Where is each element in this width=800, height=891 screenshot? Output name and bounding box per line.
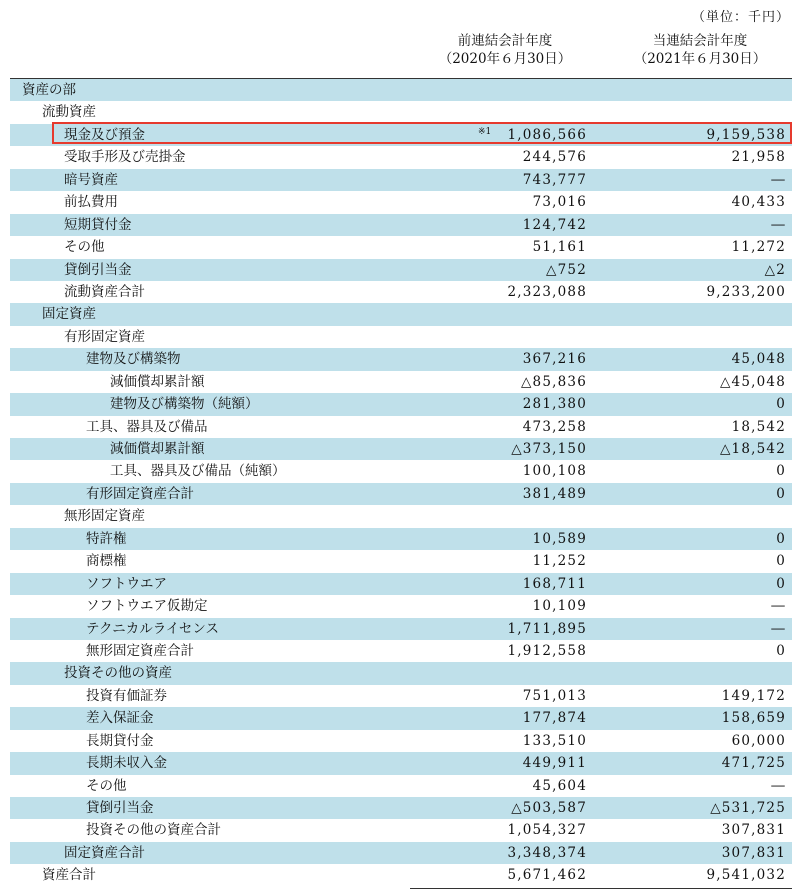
table-row — [10, 505, 792, 527]
balance-sheet-table — [10, 79, 792, 887]
curr-year-value: 0 — [776, 575, 786, 592]
table-row — [10, 416, 792, 438]
row-label: 有形固定資産合計 — [86, 485, 194, 502]
row-label: 無形固定資産 — [64, 508, 145, 525]
prev-year-value: 244,576 — [522, 149, 587, 166]
prev-year-header — [410, 32, 600, 68]
prev-year-value: △503,587 — [511, 800, 587, 816]
table-row — [10, 146, 792, 168]
curr-year-title: 当連結会計年度 — [652, 33, 748, 49]
table-row — [10, 775, 792, 797]
curr-year-value: 0 — [776, 642, 786, 659]
prev-year-value: 2,323,088 — [507, 283, 587, 300]
prev-year-value: 1,912,558 — [507, 642, 587, 659]
prev-year-value: 168,711 — [522, 575, 587, 592]
curr-year-value: 11,272 — [731, 239, 786, 256]
row-label: 貸倒引当金 — [86, 800, 154, 816]
curr-year-value: 471,725 — [721, 755, 786, 772]
prev-year-value: 1,054,327 — [507, 822, 587, 839]
row-label: その他 — [86, 777, 127, 794]
row-label: 差入保証金 — [86, 710, 154, 727]
row-label: 前払費用 — [64, 194, 118, 211]
note-mark: ※1 — [478, 126, 492, 137]
table-row — [10, 685, 792, 707]
curr-year-value: ― — [771, 598, 786, 615]
prev-year-value: 1,086,566 — [507, 126, 587, 143]
table-row — [10, 371, 792, 393]
table-row — [10, 595, 792, 617]
row-label: 流動資産合計 — [64, 283, 145, 300]
curr-year-value: ― — [771, 216, 786, 233]
row-label: 短期貸付金 — [64, 216, 132, 233]
prev-year-value: 51,161 — [532, 239, 587, 256]
curr-year-value: ― — [771, 171, 786, 188]
prev-year-value: △373,150 — [511, 441, 587, 457]
curr-year-value: 307,831 — [721, 844, 786, 861]
row-label: 長期未収入金 — [86, 755, 167, 772]
curr-year-date: （2021年６月30日） — [633, 51, 767, 67]
curr-year-value: 21,958 — [731, 149, 786, 166]
curr-year-value: 158,659 — [721, 710, 786, 727]
row-label: 減価償却累計額 — [110, 373, 205, 390]
row-label: ソフトウエア — [86, 575, 167, 592]
table-row — [10, 236, 792, 258]
row-label: その他 — [64, 239, 105, 256]
table-row — [10, 326, 792, 348]
curr-year-value: △18,542 — [719, 441, 786, 457]
row-label: 固定資産合計 — [64, 844, 145, 861]
curr-year-header — [605, 32, 795, 68]
prev-year-value: 473,258 — [522, 418, 587, 435]
prev-year-value: 1,711,895 — [507, 620, 587, 637]
curr-year-value: 0 — [776, 530, 786, 547]
row-label: 投資その他の資産 — [64, 665, 172, 682]
curr-year-value: 149,172 — [721, 687, 786, 704]
prev-year-value: 281,380 — [522, 396, 587, 413]
prev-year-value: 10,589 — [532, 530, 587, 547]
curr-year-value: 60,000 — [731, 732, 786, 749]
curr-year-value: 18,542 — [731, 418, 786, 435]
prev-year-value: 751,013 — [522, 687, 587, 704]
table-row — [10, 79, 792, 101]
table-row — [10, 797, 792, 819]
table-row — [10, 730, 792, 752]
prev-year-value: 100,108 — [522, 463, 587, 480]
row-label: 建物及び構築物（純額） — [110, 396, 259, 413]
row-label: 投資その他の資産合計 — [86, 822, 221, 839]
row-label: 暗号資産 — [64, 171, 118, 188]
table-row — [10, 303, 792, 325]
curr-year-value: 9,233,200 — [706, 283, 786, 300]
curr-year-value: 40,433 — [731, 194, 786, 211]
table-row — [10, 573, 792, 595]
prev-year-value: 10,109 — [532, 598, 587, 615]
table-row — [10, 640, 792, 662]
table-row — [10, 550, 792, 572]
table-row — [10, 259, 792, 281]
table-row — [10, 124, 792, 146]
table-row — [10, 191, 792, 213]
table-row — [10, 281, 792, 303]
row-label: 長期貸付金 — [86, 732, 154, 749]
row-label: ソフトウエア仮勘定 — [86, 598, 208, 615]
table-row — [10, 483, 792, 505]
prev-year-value: 449,911 — [522, 755, 587, 772]
prev-year-value: 381,489 — [522, 485, 587, 502]
table-row — [10, 618, 792, 640]
prev-year-value: △752 — [546, 261, 587, 278]
curr-year-value: 0 — [776, 553, 786, 570]
curr-year-value: ― — [771, 620, 786, 637]
prev-year-date: （2020年６月30日） — [438, 51, 572, 67]
curr-year-value: ― — [771, 777, 786, 794]
table-row — [10, 438, 792, 460]
curr-year-value: 45,048 — [731, 351, 786, 368]
row-label: 商標権 — [86, 553, 127, 570]
unit-label: （単位：千円） — [691, 10, 790, 25]
row-label: 工具、器具及び備品（純額） — [110, 463, 286, 480]
table-row — [10, 169, 792, 191]
prev-year-value: 177,874 — [522, 710, 587, 727]
total-underline — [410, 888, 792, 889]
table-row — [10, 214, 792, 236]
curr-year-value: 9,541,032 — [706, 867, 786, 884]
prev-year-value: 73,016 — [532, 194, 587, 211]
prev-year-title: 前連結会計年度 — [457, 33, 553, 49]
prev-year-value: 5,671,462 — [507, 867, 587, 884]
table-row — [10, 752, 792, 774]
row-label: 現金及び預金 — [64, 126, 145, 143]
curr-year-value: 9,159,538 — [706, 126, 786, 143]
prev-year-value: 3,348,374 — [507, 844, 587, 861]
table-row — [10, 348, 792, 370]
prev-year-value: 743,777 — [522, 171, 587, 188]
row-label: 受取手形及び売掛金 — [64, 149, 186, 166]
row-label: 工具、器具及び備品 — [86, 418, 208, 435]
table-row — [10, 460, 792, 482]
table-row — [10, 528, 792, 550]
curr-year-value: 307,831 — [721, 822, 786, 839]
curr-year-value: 0 — [776, 485, 786, 502]
curr-year-value: 0 — [776, 396, 786, 413]
prev-year-value: 367,216 — [522, 351, 587, 368]
column-header — [10, 28, 792, 79]
row-label: 無形固定資産合計 — [86, 642, 194, 659]
prev-year-value: 124,742 — [522, 216, 587, 233]
curr-year-value: △531,725 — [710, 800, 786, 816]
curr-year-value: △45,048 — [719, 373, 786, 390]
table-row — [10, 819, 792, 841]
row-label: 貸倒引当金 — [64, 261, 132, 278]
prev-year-value: 133,510 — [522, 732, 587, 749]
table-row — [10, 662, 792, 684]
row-label: 資産の部 — [22, 82, 76, 98]
table-row — [10, 101, 792, 123]
row-label: テクニカルライセンス — [86, 620, 219, 637]
prev-year-value: 45,604 — [532, 777, 587, 794]
prev-year-value: △85,836 — [520, 373, 587, 390]
row-label: 投資有価証券 — [86, 687, 167, 704]
row-label: 資産合計 — [42, 867, 96, 884]
table-row — [10, 864, 792, 886]
table-row — [10, 842, 792, 864]
row-label: 特許権 — [86, 530, 127, 547]
curr-year-value: △2 — [764, 261, 786, 278]
row-label: 減価償却累計額 — [110, 441, 205, 457]
table-row — [10, 393, 792, 415]
row-label: 流動資産 — [42, 104, 96, 121]
table-row — [10, 707, 792, 729]
prev-year-value: 11,252 — [532, 553, 587, 570]
row-label: 建物及び構築物 — [86, 351, 181, 368]
curr-year-value: 0 — [776, 463, 786, 480]
row-label: 固定資産 — [42, 306, 96, 323]
row-label: 有形固定資産 — [64, 328, 145, 345]
